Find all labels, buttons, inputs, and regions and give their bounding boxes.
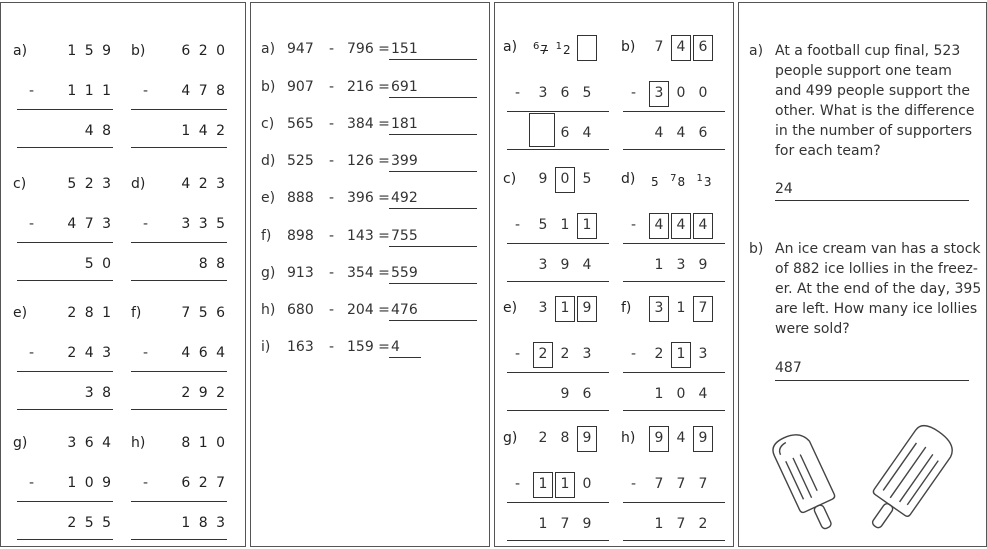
- rule-line: [623, 149, 725, 150]
- subtrahend-digit: 1: [560, 217, 570, 233]
- subtrahend-digit: 4: [676, 217, 686, 233]
- minus-sign: -: [29, 83, 35, 99]
- row-label: i): [261, 339, 271, 355]
- minus-sign: -: [143, 345, 149, 361]
- answer-line: [389, 171, 477, 172]
- rule-line: [17, 280, 113, 281]
- answer: 151: [391, 41, 418, 57]
- question-line: were sold?: [775, 321, 850, 337]
- question-a-text: [775, 41, 983, 161]
- minuend: 947: [287, 41, 314, 57]
- subtrahend: 3 3 5: [181, 216, 227, 232]
- subtrahend-digit: 7: [698, 476, 708, 492]
- subtrahend: 796 =: [347, 41, 390, 57]
- row-label: b): [261, 79, 276, 95]
- problem-label: f): [131, 305, 142, 321]
- rule-line: [623, 540, 725, 541]
- question-a-label: a): [749, 43, 764, 59]
- minuend: 1 5 9: [67, 43, 113, 59]
- subtrahend-digit: 1: [538, 476, 548, 492]
- minuend: 565: [287, 116, 314, 132]
- rule-line: [623, 281, 725, 282]
- difference-digit: 9: [698, 257, 708, 273]
- problem-label: h): [621, 430, 636, 446]
- rule-line: [507, 540, 609, 541]
- difference: 2 9 2: [181, 385, 227, 401]
- panel-column-subtraction: [0, 2, 246, 547]
- minuend-digit: 5: [582, 171, 592, 187]
- rule-line: [623, 243, 725, 244]
- rule-line: [623, 410, 725, 411]
- minuend-digit: 6: [698, 39, 708, 55]
- subtrahend-digit: 3: [582, 346, 592, 362]
- answer-line: [389, 134, 477, 135]
- answer: 755: [391, 228, 418, 244]
- rule-line: [131, 109, 227, 110]
- question-line: for each team?: [775, 143, 881, 159]
- panel-word-problems: [738, 2, 987, 547]
- row-label: e): [261, 190, 276, 206]
- minus-sign: -: [329, 228, 335, 244]
- row-label: f): [261, 228, 272, 244]
- subtrahend-digit: 3: [538, 85, 548, 101]
- subtrahend: 2 4 3: [67, 345, 113, 361]
- row-label: a): [261, 41, 276, 57]
- answer: 181: [391, 116, 418, 132]
- difference: 4 8: [84, 123, 113, 139]
- difference: 8 8: [198, 256, 227, 272]
- minuend: 913: [287, 265, 314, 281]
- subtrahend: 159 =: [347, 339, 390, 355]
- difference-digit: 4: [698, 386, 708, 402]
- rule-line: [623, 111, 725, 112]
- minuend-regrouped: 5 $^7$8 $^1$3: [651, 173, 712, 189]
- minuend-digit: 4: [676, 430, 686, 446]
- subtrahend-digit: 2: [538, 346, 548, 362]
- problem-label: e): [503, 300, 518, 316]
- question-line: An ice cream van has a stock: [775, 241, 981, 257]
- difference: 1 8 3: [181, 515, 227, 531]
- minuend: 5 2 3: [67, 176, 113, 192]
- minuend: 888: [287, 190, 314, 206]
- difference-digit: 6: [560, 125, 570, 141]
- minuend: 8 1 0: [181, 435, 227, 451]
- subtrahend: 1 1 1: [67, 83, 113, 99]
- minus-sign: -: [143, 83, 149, 99]
- ice-lolly-illustration: [769, 423, 979, 545]
- minus-sign: -: [329, 79, 335, 95]
- row-label: h): [261, 302, 276, 318]
- minus-sign: -: [631, 476, 637, 492]
- problem-label: f): [621, 300, 632, 316]
- problem-label: d): [131, 176, 146, 192]
- answer-line: [389, 320, 477, 321]
- problem-label: h): [131, 435, 146, 451]
- rule-line: [507, 502, 609, 503]
- difference-digit: 1: [538, 516, 548, 532]
- answer-line: [389, 97, 477, 98]
- minus-sign: -: [515, 346, 521, 362]
- subtrahend: 4 6 4: [181, 345, 227, 361]
- question-line: are left. How many ice lollies: [775, 301, 978, 317]
- problem-label: b): [621, 39, 636, 55]
- problem-label: c): [503, 171, 517, 187]
- subtrahend: 126 =: [347, 153, 390, 169]
- minus-sign: -: [329, 116, 335, 132]
- minuend-digit: 9: [538, 171, 548, 187]
- difference-digit: 3: [676, 257, 686, 273]
- rule-line: [17, 147, 113, 148]
- minus-sign: -: [515, 85, 521, 101]
- question-line: At a football cup final, 523: [775, 43, 961, 59]
- subtrahend-digit: 0: [676, 85, 686, 101]
- minus-sign: -: [143, 475, 149, 491]
- rule-line: [623, 502, 725, 503]
- minus-sign: -: [631, 217, 637, 233]
- panel-horizontal-subtraction: [250, 2, 490, 547]
- answer-line: [389, 283, 477, 284]
- rule-line: [131, 371, 227, 372]
- rule-line: [17, 539, 113, 540]
- missing-digit-box: [529, 113, 555, 147]
- minus-sign: -: [329, 265, 335, 281]
- subtrahend-digit: 1: [582, 217, 592, 233]
- answer: 4: [391, 339, 400, 355]
- difference-digit: 9: [560, 257, 570, 273]
- subtrahend-digit: 0: [698, 85, 708, 101]
- rule-line: [17, 242, 113, 243]
- minuend-digit: 4: [676, 39, 686, 55]
- difference: 5 0: [84, 256, 113, 272]
- minus-sign: -: [515, 476, 521, 492]
- problem-label: c): [13, 176, 27, 192]
- subtrahend-digit: 6: [560, 85, 570, 101]
- minuend: 898: [287, 228, 314, 244]
- answer: 492: [391, 190, 418, 206]
- subtrahend: 6 2 7: [181, 475, 227, 491]
- rule-line: [131, 539, 227, 540]
- difference-digit: 9: [560, 386, 570, 402]
- minuend: 4 2 3: [181, 176, 227, 192]
- difference-digit: 7: [676, 516, 686, 532]
- difference-digit: 9: [582, 516, 592, 532]
- minuend-digit: 7: [698, 300, 708, 316]
- row-label: g): [261, 265, 276, 281]
- minuend: 3 6 4: [67, 435, 113, 451]
- answer-line: [389, 357, 421, 358]
- difference-digit: 7: [560, 516, 570, 532]
- problem-label: e): [13, 305, 28, 321]
- problem-label: d): [621, 171, 636, 187]
- rule-line: [131, 501, 227, 502]
- rule-line: [507, 243, 609, 244]
- subtrahend: 384 =: [347, 116, 390, 132]
- question-line: of 882 ice lollies in the freez-: [775, 261, 978, 277]
- answer-line: [389, 208, 477, 209]
- answer-line: [389, 246, 477, 247]
- subtrahend-digit: 2: [560, 346, 570, 362]
- question-line: other. What is the difference: [775, 103, 975, 119]
- difference: 2 5 5: [67, 515, 113, 531]
- minuend: 907: [287, 79, 314, 95]
- minuend-digit: 0: [560, 171, 570, 187]
- subtrahend-digit: 7: [676, 476, 686, 492]
- difference-digit: 2: [698, 516, 708, 532]
- rule-line: [17, 371, 113, 372]
- minus-sign: -: [515, 217, 521, 233]
- subtrahend: 216 =: [347, 79, 390, 95]
- rule-line: [131, 242, 227, 243]
- rule-line: [17, 501, 113, 502]
- difference: 1 4 2: [181, 123, 227, 139]
- question-line: in the number of supporters: [775, 123, 973, 139]
- minuend: 7 5 6: [181, 305, 227, 321]
- minus-sign: -: [143, 216, 149, 232]
- problem-label: g): [13, 435, 28, 451]
- minuend-digit: 3: [538, 300, 548, 316]
- problem-label: g): [503, 430, 518, 446]
- minuend: 680: [287, 302, 314, 318]
- minuend-digit: 7: [654, 39, 664, 55]
- minus-sign: -: [329, 153, 335, 169]
- minuend: 2 8 1: [67, 305, 113, 321]
- subtrahend-digit: 7: [654, 476, 664, 492]
- minus-sign: -: [29, 216, 35, 232]
- minuend-digit: 3: [654, 300, 664, 316]
- question-a-answer: 24: [775, 181, 793, 197]
- row-label: d): [261, 153, 276, 169]
- minuend-digit: 9: [582, 430, 592, 446]
- minuend-digit: 2: [538, 430, 548, 446]
- minus-sign: -: [29, 475, 35, 491]
- missing-digit-box: [577, 35, 597, 61]
- difference-digit: 1: [654, 257, 664, 273]
- difference-digit: 3: [538, 257, 548, 273]
- subtrahend: 354 =: [347, 265, 390, 281]
- rule-line: [507, 372, 609, 373]
- subtrahend: 1 0 9: [67, 475, 113, 491]
- minuend-digit: 9: [654, 430, 664, 446]
- row-label: c): [261, 116, 275, 132]
- question-line: and 499 people support the: [775, 83, 971, 99]
- minuend-digit: 1: [676, 300, 686, 316]
- answer-line: [775, 380, 969, 381]
- minuend-digit: 9: [698, 430, 708, 446]
- difference-digit: 1: [654, 386, 664, 402]
- rule-line: [507, 111, 609, 112]
- rule-line: [17, 109, 113, 110]
- problem-label: b): [131, 43, 146, 59]
- question-b-text: [775, 239, 983, 339]
- difference-digit: 0: [676, 386, 686, 402]
- subtrahend-digit: 4: [698, 217, 708, 233]
- question-line: people support one team: [775, 63, 952, 79]
- rule-line: [131, 409, 227, 410]
- answer: 691: [391, 79, 418, 95]
- difference-digit: 6: [698, 125, 708, 141]
- problem-label: a): [13, 43, 28, 59]
- answer: 559: [391, 265, 418, 281]
- subtrahend-digit: 4: [654, 217, 664, 233]
- minuend: 6 2 0: [181, 43, 227, 59]
- rule-line: [507, 149, 609, 150]
- difference-digit: 4: [582, 257, 592, 273]
- minuend: 163: [287, 339, 314, 355]
- subtrahend-digit: 1: [676, 346, 686, 362]
- minuend-digit: 1: [560, 300, 570, 316]
- subtrahend: 4 7 3: [67, 216, 113, 232]
- problem-label: a): [503, 39, 518, 55]
- subtrahend: 4 7 8: [181, 83, 227, 99]
- answer-line: [389, 59, 477, 60]
- difference-digit: 4: [582, 125, 592, 141]
- minuend-digit: 8: [560, 430, 570, 446]
- rule-line: [507, 410, 609, 411]
- question-b-answer: 487: [775, 360, 802, 376]
- rule-line: [131, 280, 227, 281]
- subtrahend-digit: 3: [654, 85, 664, 101]
- minus-sign: -: [329, 339, 335, 355]
- subtrahend: 204 =: [347, 302, 390, 318]
- minus-sign: -: [329, 190, 335, 206]
- answer-line: [775, 200, 969, 201]
- minus-sign: -: [631, 85, 637, 101]
- minuend: 525: [287, 153, 314, 169]
- subtrahend-digit: 0: [582, 476, 592, 492]
- difference: 3 8: [84, 385, 113, 401]
- subtrahend: 143 =: [347, 228, 390, 244]
- subtrahend-digit: 3: [698, 346, 708, 362]
- minuend-regrouped: $^6$7 $^1$2: [533, 41, 571, 57]
- minuend-digit: 9: [582, 300, 592, 316]
- rule-line: [623, 372, 725, 373]
- difference-digit: 6: [582, 386, 592, 402]
- rule-line: [507, 281, 609, 282]
- difference-digit: 1: [654, 516, 664, 532]
- panel-missing-digits: [494, 2, 734, 547]
- minus-sign: -: [329, 41, 335, 57]
- difference-digit: 4: [654, 125, 664, 141]
- answer: 476: [391, 302, 418, 318]
- rule-line: [131, 147, 227, 148]
- minus-sign: -: [29, 345, 35, 361]
- answer: 399: [391, 153, 418, 169]
- question-b-label: b): [749, 241, 764, 257]
- minus-sign: -: [329, 302, 335, 318]
- rule-line: [17, 409, 113, 410]
- subtrahend-digit: 1: [560, 476, 570, 492]
- difference-digit: 4: [676, 125, 686, 141]
- subtrahend-digit: 2: [654, 346, 664, 362]
- subtrahend: 396 =: [347, 190, 390, 206]
- subtrahend-digit: 5: [582, 85, 592, 101]
- question-line: er. At the end of the day, 395: [775, 281, 982, 297]
- minus-sign: -: [631, 346, 637, 362]
- subtrahend-digit: 5: [538, 217, 548, 233]
